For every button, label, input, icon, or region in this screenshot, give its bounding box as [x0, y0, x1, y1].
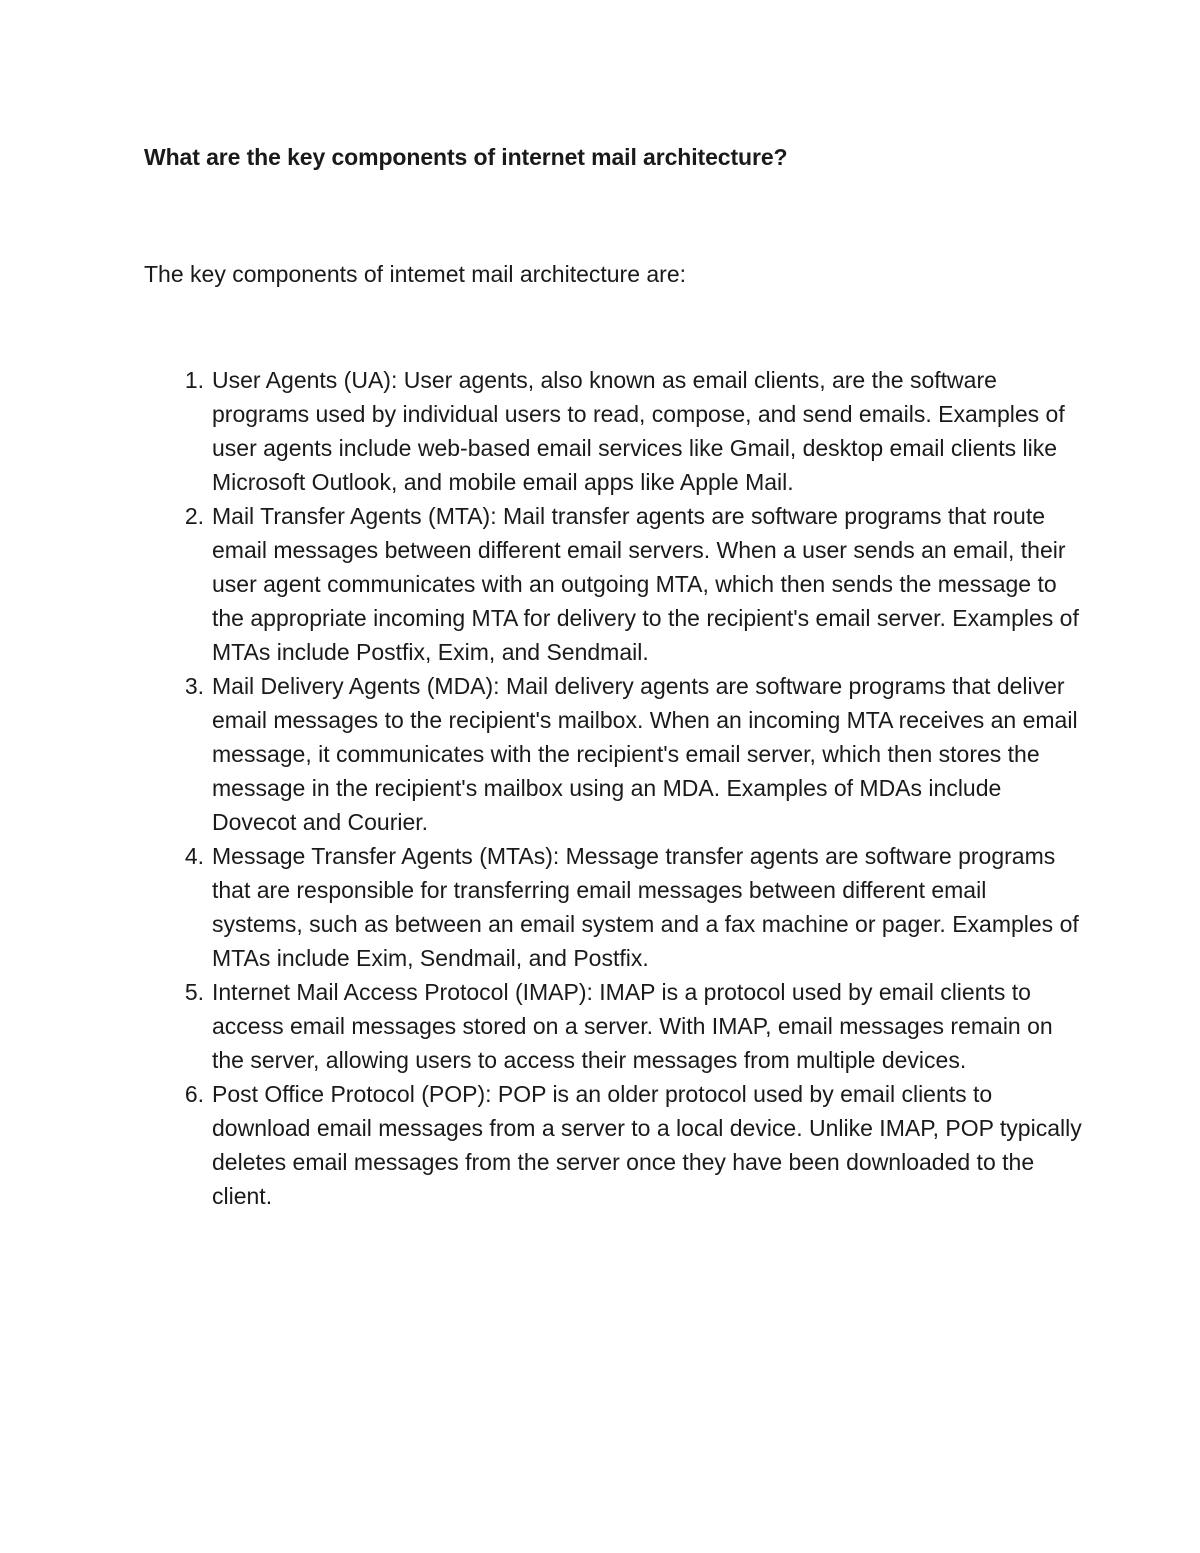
components-list: [184, 363, 1082, 1213]
list-item-mail-transfer-agents: [184, 499, 1082, 669]
question-heading: What are the key components of internet mail architecture?: [144, 144, 788, 170]
list-item-number: 6.: [184, 1081, 204, 1107]
list-item-user-agents: [184, 363, 1082, 499]
list-item-text: Mail Transfer Agents (MTA): Mail transfer agents are software programs that route email messages between different email servers. When a user sends an email, their user agent communicates with an outgoing MTA, which then sends the message to the appropriate incoming MTA for delivery to the recipient's email server. Examples of MTAs include Postfix, Exim, and Sendmail.: [212, 503, 1079, 665]
list-item-mail-delivery-agents: [184, 669, 1082, 839]
list-item-text: Internet Mail Access Protocol (IMAP): IMAP is a protocol used by email clients to access email messages stored on a server. With IMAP, email messages remain on the server, allowing users to access their messages from multiple devices.: [212, 979, 1053, 1073]
list-item-text: Post Office Protocol (POP): POP is an older protocol used by email clients to download email messages from a server to a local device. Unlike IMAP, POP typically deletes email messages from the server once they have been downloaded to the client.: [212, 1081, 1082, 1209]
intro-text: The key components of intemet mail architecture are:: [144, 261, 687, 287]
list-item-number: 4.: [184, 843, 204, 869]
list-item-message-transfer-agents: [184, 839, 1082, 975]
list-item-pop: [184, 1077, 1082, 1213]
list-item-number: 2.: [184, 503, 204, 529]
list-item-number: 3.: [184, 673, 204, 699]
list-item-imap: [184, 975, 1082, 1077]
list-item-text: User Agents (UA): User agents, also known as email clients, are the software programs used by individual users to read, compose, and send emails. Examples of user agents include web-based email services like Gmail, desktop email clients like Microsoft Outlook, and mobile email apps like Apple Mail.: [212, 367, 1065, 495]
list-item-text: Mail Delivery Agents (MDA): Mail delivery agents are software programs that deliver email messages to the recipient's mailbox. When an incoming MTA receives an email message, it communicates with the recipient's email server, which then stores the message in the recipient's mailbox using an MDA. Examples of MDAs include Dovecot and Courier.: [212, 673, 1078, 835]
list-item-text: Message Transfer Agents (MTAs): Message transfer agents are software programs that are responsible for transferring email messages between different email systems, such as between an email system and a fax machine or pager. Examples of MTAs include Exim, Sendmail, and Postfix.: [212, 843, 1079, 971]
list-item-number: 5.: [184, 979, 204, 1005]
list-item-number: 1.: [184, 367, 204, 393]
